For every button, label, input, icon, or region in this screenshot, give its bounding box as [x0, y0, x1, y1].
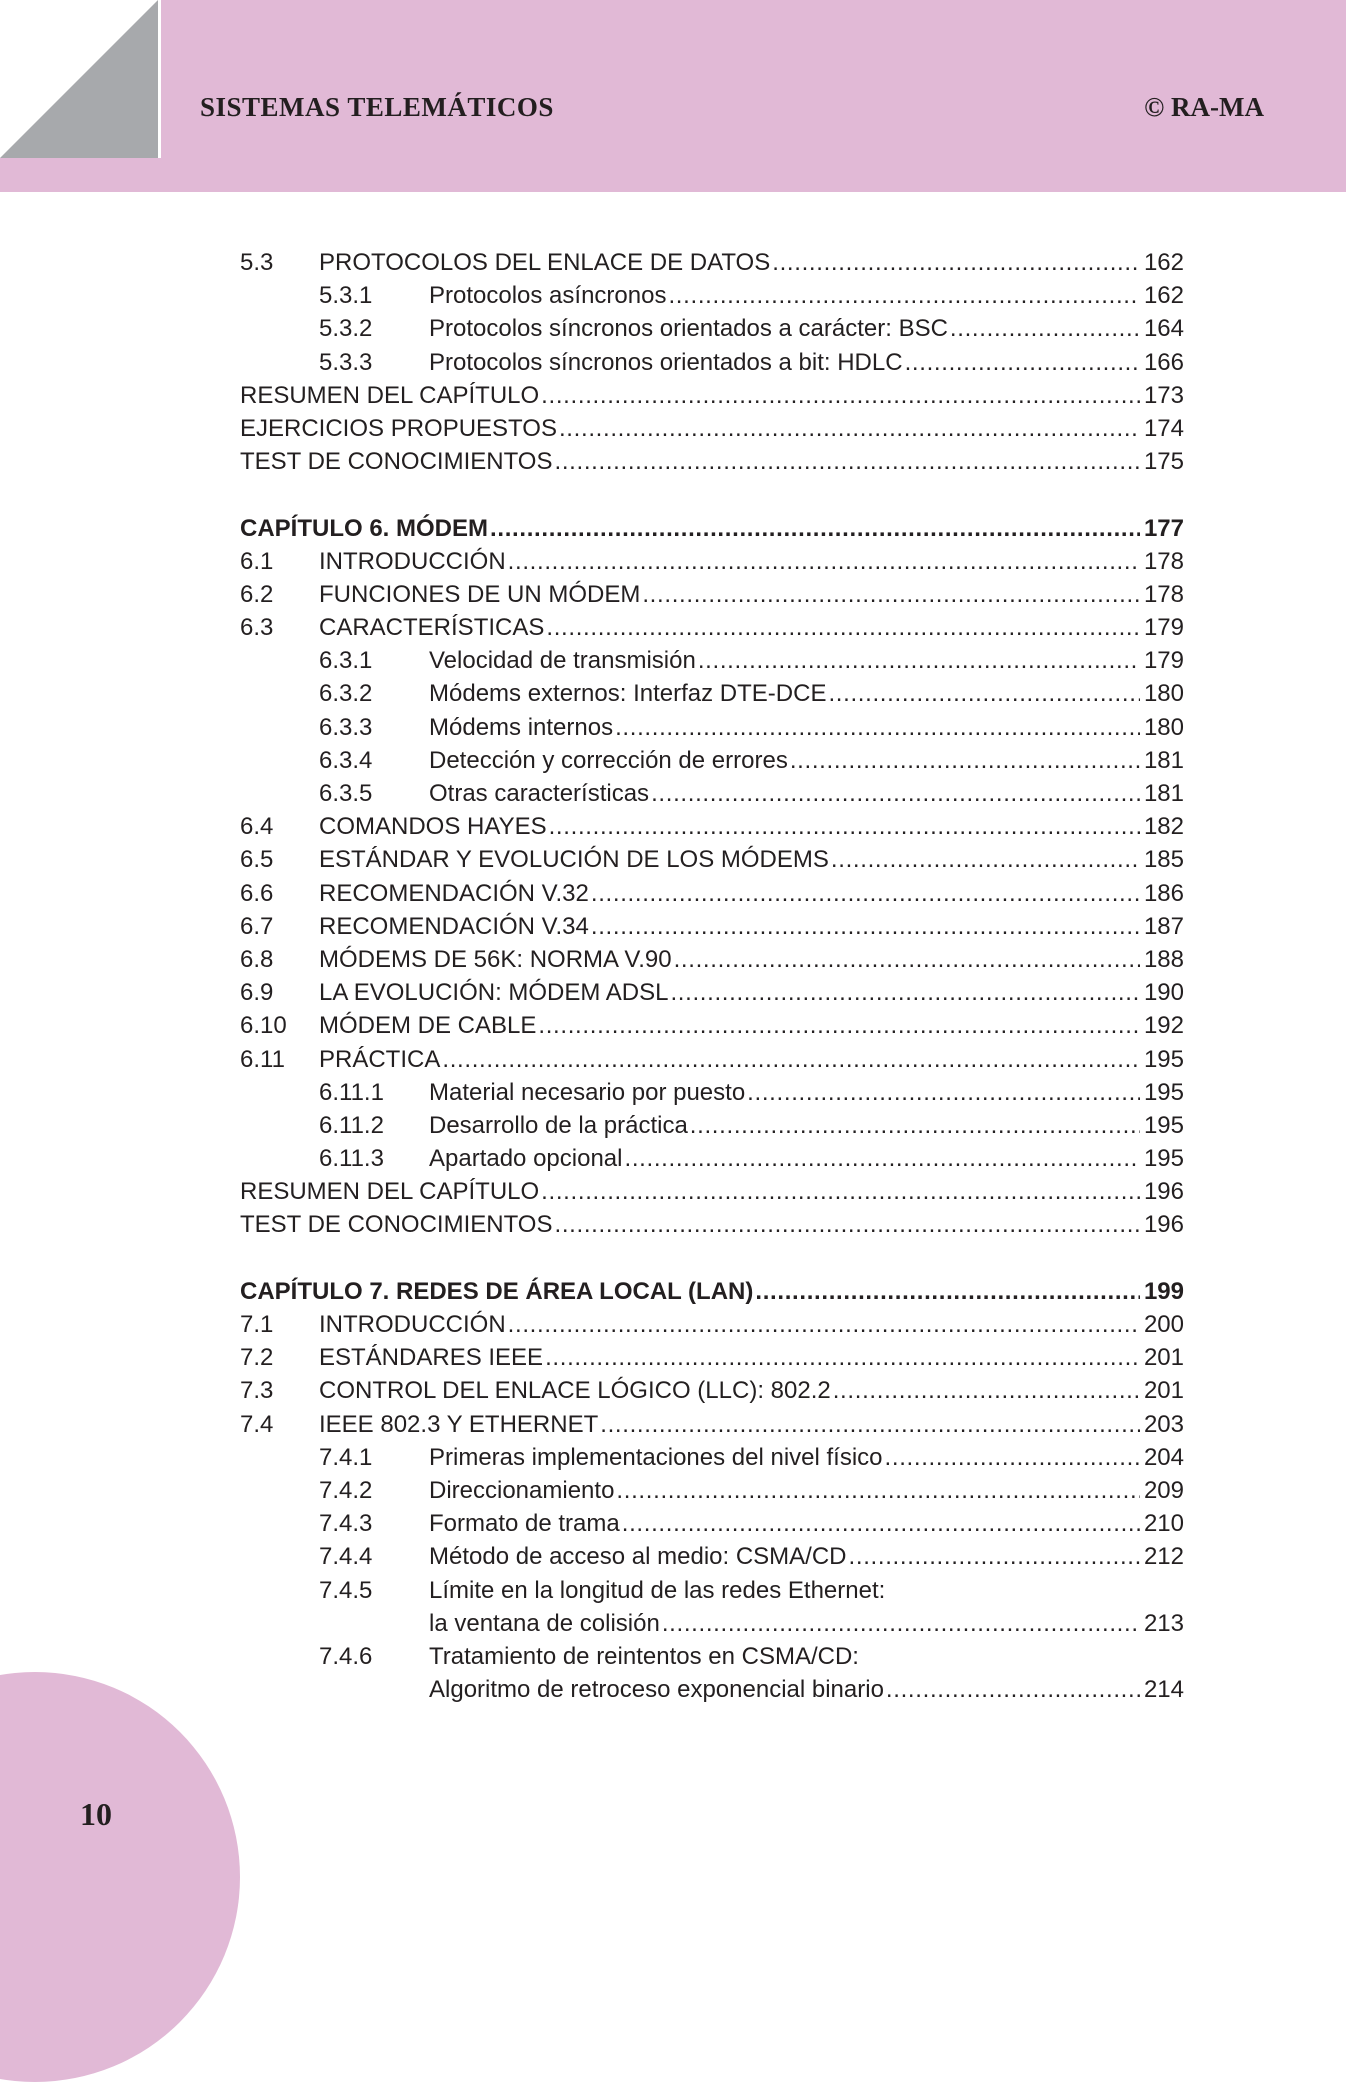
- toc-leader-dots: [538, 1009, 1140, 1042]
- toc-entry: [240, 1474, 1184, 1507]
- toc-leader-dots: [490, 512, 1140, 545]
- toc-title: INTRODUCCIÓN: [319, 1311, 506, 1338]
- toc-entry-text: [429, 346, 1184, 379]
- toc-entry: [240, 1574, 1184, 1607]
- toc-page-number: 210: [1143, 1510, 1184, 1538]
- toc-title: TEST DE CONOCIMIENTOS: [240, 448, 553, 476]
- toc-entry-text: [319, 246, 1184, 279]
- toc-entry: [240, 1009, 1184, 1042]
- toc-entry: [240, 545, 1184, 578]
- toc-leader-dots: [905, 346, 1140, 379]
- toc-entry-text: [429, 744, 1184, 777]
- toc-section-number: 7.4.2: [319, 1476, 373, 1504]
- toc-leader-dots: [690, 1109, 1140, 1142]
- toc-title: la ventana de colisión: [429, 1609, 660, 1637]
- page-number-circle: [0, 1672, 240, 2082]
- toc-title: PROTOCOLOS DEL ENLACE DE DATOS: [319, 249, 771, 276]
- toc-entry: [240, 412, 1184, 445]
- toc-entry-text: [319, 1009, 1184, 1042]
- toc-leader-dots: [442, 1043, 1140, 1076]
- toc-leader-dots: [549, 810, 1140, 843]
- toc-section-number: 6.8: [240, 945, 274, 973]
- corner-triangle-icon: [0, 0, 158, 158]
- toc-entry-text: [429, 677, 1184, 710]
- toc-entry-text: [429, 1507, 1184, 1540]
- toc-entry: [240, 810, 1184, 843]
- toc-leader-dots: [642, 578, 1140, 611]
- toc-entry: [240, 1507, 1184, 1540]
- toc-entry-text: [429, 312, 1184, 345]
- toc-title: Detección y corrección de errores: [429, 746, 788, 774]
- toc-section-number: 6.4: [240, 813, 274, 841]
- toc-page-number: 178: [1143, 547, 1184, 575]
- toc-entry-text: [240, 379, 1184, 412]
- toc-page-number: 175: [1143, 448, 1184, 476]
- toc-page-number: 162: [1143, 249, 1184, 276]
- toc-leader-dots: [755, 1275, 1140, 1308]
- toc-entry: [240, 1109, 1184, 1142]
- toc-title: Primeras implementaciones del nivel físico: [429, 1443, 883, 1471]
- toc-leader-dots: [508, 1308, 1140, 1341]
- toc-section-number: 6.7: [240, 912, 274, 940]
- page-number: 10: [80, 1796, 112, 1832]
- toc-title: EJERCICIOS PROPUESTOS: [240, 414, 557, 442]
- toc-entry-text: [319, 1341, 1184, 1374]
- toc-leader-dots: [651, 777, 1140, 810]
- toc-section-number: 6.3: [240, 614, 274, 642]
- toc-section-number: 6.1: [240, 547, 274, 575]
- toc-section-number: 5.3.2: [319, 315, 373, 343]
- toc-entry-text: [429, 1441, 1184, 1474]
- toc-section-number: 6.11: [240, 1045, 285, 1073]
- toc-page-number: 192: [1143, 1012, 1184, 1040]
- toc-title-line1: Tratamiento de reintentos en CSMA/CD:: [429, 1642, 859, 1670]
- toc-page-number: 195: [1143, 1111, 1184, 1139]
- toc-page-number: 185: [1143, 846, 1184, 874]
- toc-page-number: 162: [1143, 282, 1184, 310]
- toc-entry: [240, 611, 1184, 644]
- toc-page-number: 195: [1143, 1078, 1184, 1106]
- toc-section-number: 7.2: [240, 1344, 274, 1372]
- toc-entry-text: [319, 1408, 1184, 1441]
- toc-entry: [240, 1374, 1184, 1407]
- toc-entry: [240, 1540, 1184, 1573]
- toc-title: Formato de trama: [429, 1510, 620, 1538]
- toc-page-number: 201: [1143, 1344, 1184, 1372]
- toc-leader-dots: [541, 1175, 1140, 1208]
- toc-leader-dots: [546, 611, 1140, 644]
- toc-section-number: 7.4.6: [319, 1642, 373, 1670]
- toc-section-number: 5.3.1: [319, 282, 373, 310]
- toc-title: Método de acceso al medio: CSMA/CD: [429, 1543, 847, 1571]
- toc-leader-dots: [747, 1076, 1140, 1109]
- toc-entry: [240, 346, 1184, 379]
- toc-entry: [240, 1341, 1184, 1374]
- toc-page-number: 186: [1143, 879, 1184, 907]
- toc-entry: [240, 1175, 1184, 1208]
- toc-entry: [240, 1640, 1184, 1673]
- toc-entry: [240, 379, 1184, 412]
- toc-page-number: 209: [1143, 1476, 1184, 1504]
- toc-entry-text: [319, 877, 1184, 910]
- toc-section-number: 6.3.5: [319, 780, 373, 807]
- toc-entry-text: [240, 1175, 1184, 1208]
- toc-title: RECOMENDACIÓN V.34: [319, 912, 589, 940]
- toc-entry-text: [319, 611, 1184, 644]
- toc-section-number: 6.2: [240, 580, 274, 608]
- toc-title: RESUMEN DEL CAPÍTULO: [240, 381, 540, 409]
- toc-leader-dots: [886, 1673, 1140, 1706]
- toc-leader-dots: [790, 744, 1140, 777]
- toc-leader-dots: [554, 1208, 1139, 1241]
- toc-leader-dots: [828, 677, 1140, 710]
- toc-title: CONTROL DEL ENLACE LÓGICO (LLC): 802.2: [319, 1377, 831, 1405]
- toc-entry: [240, 644, 1184, 677]
- book-title: SISTEMAS TELEMÁTICOS: [200, 92, 554, 122]
- toc-page-number: 187: [1143, 912, 1184, 940]
- toc-entry-text: [429, 279, 1184, 312]
- toc-entry-text: [429, 1673, 1184, 1706]
- toc-leader-dots: [885, 1441, 1140, 1474]
- toc-section-number: 7.3: [240, 1377, 274, 1405]
- toc-entry: [240, 843, 1184, 876]
- toc-title: Módems internos: [429, 713, 614, 741]
- toc-leader-dots: [591, 910, 1140, 943]
- toc-page-number: 179: [1143, 647, 1184, 675]
- toc-page-number: 181: [1143, 746, 1184, 774]
- toc-leader-dots: [831, 843, 1140, 876]
- toc-section-number: 6.3.1: [319, 647, 373, 675]
- toc-entry: [240, 445, 1184, 478]
- toc-entry: [240, 744, 1184, 777]
- toc-section-number: 7.4.1: [319, 1443, 373, 1471]
- toc-entry-text: [429, 1109, 1184, 1142]
- toc-title: IEEE 802.3 Y ETHERNET: [319, 1410, 599, 1438]
- toc-entry: [240, 877, 1184, 910]
- publisher: © RA-MA: [1144, 92, 1264, 122]
- toc-title: Protocolos síncronos orientados a bit: HDLC: [429, 348, 903, 376]
- toc-entry: [240, 976, 1184, 1009]
- toc-entry-text: [240, 445, 1184, 478]
- toc-section-number: 6.11.2: [319, 1111, 384, 1139]
- toc-title: RESUMEN DEL CAPÍTULO: [240, 1178, 540, 1206]
- toc-page-number: 214: [1143, 1676, 1184, 1704]
- toc-leader-dots: [541, 379, 1140, 412]
- toc-section-number: 7.4.3: [319, 1510, 373, 1538]
- toc-leader-dots: [668, 279, 1139, 312]
- toc-page-number: 203: [1143, 1410, 1184, 1438]
- toc-section-number: 6.3.4: [319, 746, 373, 774]
- toc-entry: [240, 279, 1184, 312]
- toc-entry: [240, 677, 1184, 710]
- toc-page-number: 174: [1143, 414, 1184, 442]
- toc-page-number: 213: [1143, 1609, 1184, 1637]
- toc-title: ESTÁNDARES IEEE: [319, 1344, 544, 1372]
- toc-entry-text: [319, 1374, 1184, 1407]
- toc-entry: [240, 1607, 1184, 1640]
- toc-entry: [240, 1308, 1184, 1341]
- toc-title: CARACTERÍSTICAS: [319, 614, 545, 642]
- toc-title: Protocolos asíncronos: [429, 282, 667, 310]
- toc-section-number: 7.4.5: [319, 1576, 373, 1604]
- toc-entry: [240, 246, 1184, 279]
- toc-leader-dots: [591, 877, 1140, 910]
- toc-leader-dots: [772, 246, 1140, 279]
- toc-leader-dots: [950, 312, 1140, 345]
- toc-section-number: 6.10: [240, 1012, 287, 1040]
- toc-entry-text: [319, 943, 1184, 976]
- toc-leader-dots: [600, 1408, 1140, 1441]
- toc-leader-dots: [545, 1341, 1140, 1374]
- toc-title: Otras características: [429, 780, 650, 807]
- toc-leader-dots: [662, 1607, 1140, 1640]
- toc-leader-dots: [833, 1374, 1140, 1407]
- toc-title: INTRODUCCIÓN: [319, 547, 506, 575]
- toc-page-number: 195: [1143, 1045, 1184, 1073]
- toc-leader-dots: [508, 545, 1140, 578]
- toc-page-number: 182: [1143, 813, 1184, 841]
- toc-entry-text: [319, 578, 1184, 611]
- toc-entry: [240, 1208, 1184, 1241]
- toc-page-number: 177: [1143, 514, 1184, 542]
- toc-title-line1: Límite en la longitud de las redes Ethernet:: [429, 1576, 886, 1604]
- toc-entry-text: [429, 1142, 1184, 1175]
- table-of-contents: [240, 246, 1184, 1706]
- toc-entry-text: [240, 1275, 1184, 1308]
- toc-page-number: 190: [1143, 979, 1184, 1007]
- toc-section-number: 6.11.3: [319, 1145, 384, 1173]
- toc-entry: [240, 910, 1184, 943]
- toc-page-number: 200: [1143, 1311, 1184, 1338]
- toc-title: COMANDOS HAYES: [319, 813, 547, 841]
- toc-title: CAPÍTULO 6. MÓDEM: [240, 514, 489, 542]
- toc-entry-text: [429, 1474, 1184, 1507]
- toc-page-number: 180: [1143, 713, 1184, 741]
- toc-leader-dots: [616, 1474, 1140, 1507]
- toc-page-number: 179: [1143, 614, 1184, 642]
- toc-page-number: 212: [1143, 1543, 1184, 1571]
- toc-page-number: 180: [1143, 680, 1184, 708]
- toc-entry-text: [319, 545, 1184, 578]
- toc-leader-dots: [559, 412, 1140, 445]
- toc-section-number: 6.9: [240, 979, 274, 1007]
- toc-title: Apartado opcional: [429, 1145, 623, 1173]
- toc-leader-dots: [670, 976, 1140, 1009]
- toc-section-number: 5.3.3: [319, 348, 373, 376]
- toc-entry: [240, 578, 1184, 611]
- toc-page-number: 204: [1143, 1443, 1184, 1471]
- toc-title: Velocidad de transmisión: [429, 647, 696, 675]
- toc-chapter-heading: [240, 512, 1184, 545]
- toc-title: Direccionamiento: [429, 1476, 615, 1504]
- toc-leader-dots: [554, 445, 1139, 478]
- toc-title: MÓDEMS DE 56K: NORMA V.90: [319, 945, 672, 973]
- toc-leader-dots: [624, 1142, 1139, 1175]
- toc-page-number: 173: [1143, 381, 1184, 409]
- toc-title: CAPÍTULO 7. REDES DE ÁREA LOCAL (LAN): [240, 1277, 754, 1305]
- toc-entry-text: [319, 810, 1184, 843]
- toc-page-number: 196: [1143, 1211, 1184, 1239]
- toc-entry: [240, 943, 1184, 976]
- toc-page-number: 199: [1143, 1277, 1184, 1305]
- toc-entry-text: [319, 1043, 1184, 1076]
- toc-section-number: 6.3.2: [319, 680, 373, 708]
- toc-page-number: 166: [1143, 348, 1184, 376]
- toc-entry-text: [319, 910, 1184, 943]
- toc-section-number: 6.11.1: [319, 1078, 384, 1106]
- toc-section-number: 6.3.3: [319, 713, 373, 741]
- toc-page-number: 164: [1143, 315, 1184, 343]
- toc-page-number: 188: [1143, 945, 1184, 973]
- toc-title: Protocolos síncronos orientados a carácter: BSC: [429, 315, 948, 343]
- toc-title: Algoritmo de retroceso exponencial binario: [429, 1676, 884, 1704]
- toc-entry-text: [240, 512, 1184, 545]
- toc-page-number: 181: [1143, 780, 1184, 807]
- toc-entry: [240, 312, 1184, 345]
- toc-entry-text: [319, 1308, 1184, 1341]
- toc-title: LA EVOLUCIÓN: MÓDEM ADSL: [319, 979, 669, 1007]
- toc-entry-text: [429, 1540, 1184, 1573]
- toc-entry-text: [429, 1076, 1184, 1109]
- toc-leader-dots: [622, 1507, 1140, 1540]
- toc-entry: [240, 777, 1184, 810]
- toc-leader-dots: [674, 943, 1140, 976]
- toc-section-number: 6.5: [240, 846, 274, 874]
- toc-title: ESTÁNDAR Y EVOLUCIÓN DE LOS MÓDEMS: [319, 846, 829, 874]
- toc-chapter-heading: [240, 1275, 1184, 1308]
- toc-title: MÓDEM DE CABLE: [319, 1012, 537, 1040]
- toc-entry: [240, 1408, 1184, 1441]
- corner-decoration: [0, 0, 161, 158]
- toc-title: Material necesario por puesto: [429, 1078, 746, 1106]
- toc-entry: [240, 1076, 1184, 1109]
- toc-title: FUNCIONES DE UN MÓDEM: [319, 580, 641, 608]
- toc-leader-dots: [615, 711, 1140, 744]
- toc-entry: [240, 711, 1184, 744]
- toc-section-number: 7.4: [240, 1410, 274, 1438]
- toc-entry-text: [319, 976, 1184, 1009]
- toc-page-number: 201: [1143, 1377, 1184, 1405]
- toc-section-number: 7.1: [240, 1311, 274, 1338]
- toc-entry: [240, 1142, 1184, 1175]
- toc-entry: [240, 1043, 1184, 1076]
- toc-title: PRÁCTICA: [319, 1045, 441, 1073]
- toc-entry: [240, 1441, 1184, 1474]
- toc-section-number: 7.4.4: [319, 1543, 373, 1571]
- toc-title: RECOMENDACIÓN V.32: [319, 879, 589, 907]
- toc-entry-text: [319, 843, 1184, 876]
- toc-entry-text: [429, 777, 1184, 810]
- toc-entry-text: [429, 644, 1184, 677]
- toc-leader-dots: [698, 644, 1140, 677]
- toc-leader-dots: [849, 1540, 1140, 1573]
- toc-title: Módems externos: Interfaz DTE-DCE: [429, 680, 827, 708]
- toc-entry-text: [429, 711, 1184, 744]
- toc-entry-text: [240, 1208, 1184, 1241]
- toc-page-number: 196: [1143, 1178, 1184, 1206]
- toc-entry-text: [429, 1607, 1184, 1640]
- toc-entry: [240, 1673, 1184, 1706]
- toc-title: TEST DE CONOCIMIENTOS: [240, 1211, 553, 1239]
- toc-section-number: 5.3: [240, 249, 274, 276]
- toc-entry-text: [240, 412, 1184, 445]
- toc-title: Desarrollo de la práctica: [429, 1111, 688, 1139]
- toc-section-number: 6.6: [240, 879, 274, 907]
- toc-page-number: 195: [1143, 1145, 1184, 1173]
- toc-page-number: 178: [1143, 580, 1184, 608]
